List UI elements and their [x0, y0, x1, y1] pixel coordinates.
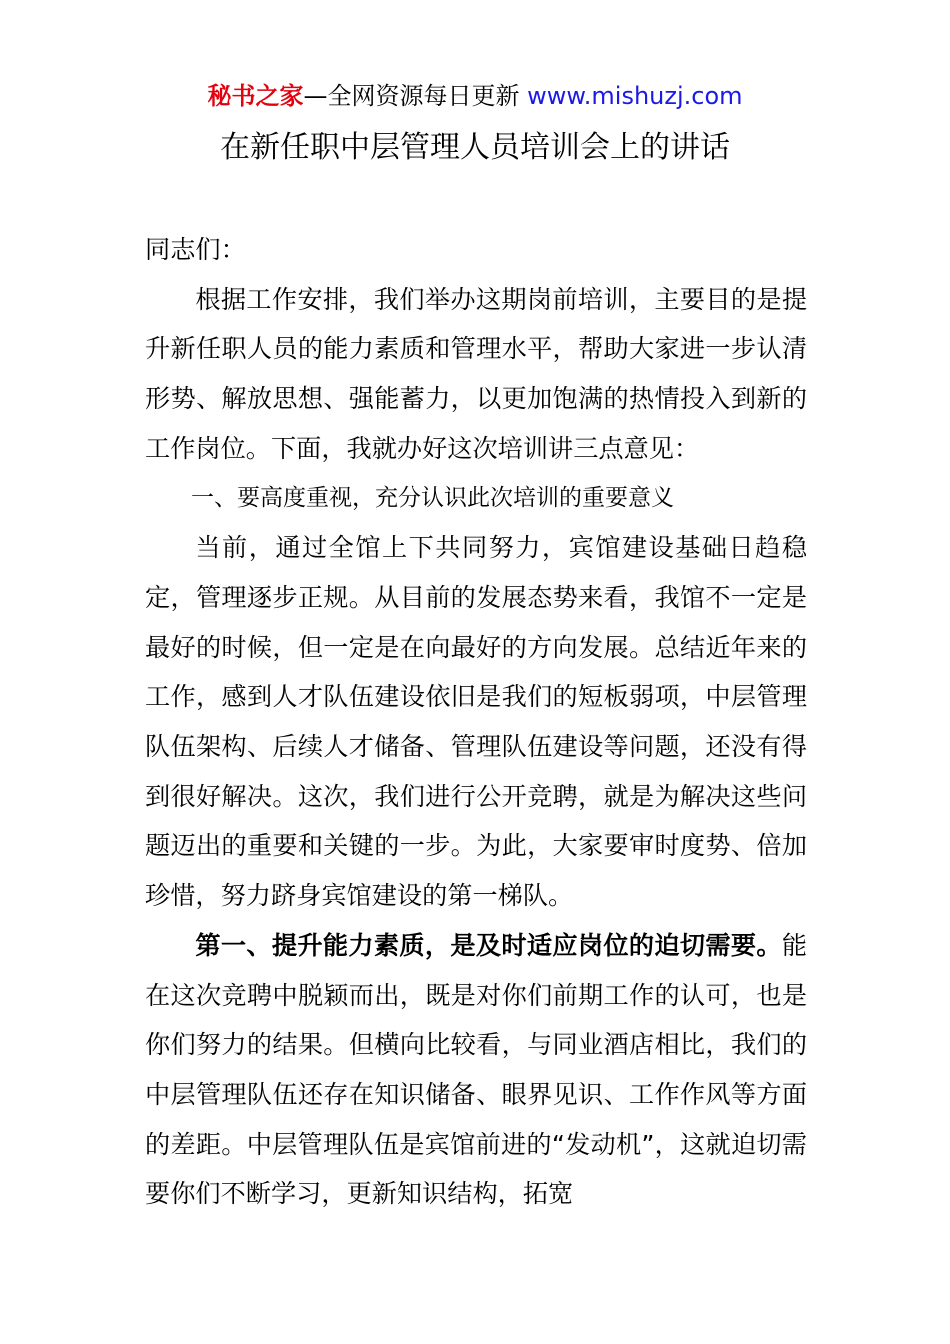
section-heading-1: 一、要高度重视，充分认识此次培训的重要意义 — [191, 484, 674, 511]
document-body — [145, 225, 807, 1219]
paragraph-intro: 根据工作安排，我们举办这期岗前培训，主要目的是提升新任职人员的能力素质和管理水平，帮助大家进一步认清形势、解放思想、强能蓄力，以更加饱满的热情投入到新的工作岗位。下面，我就办好这次培训讲三点意见： — [145, 284, 807, 463]
site-header — [0, 80, 950, 112]
site-brand: 秘书之家 — [207, 82, 304, 110]
document-title: 在新任职中层管理人员培训会上的讲话 — [220, 130, 730, 165]
paragraph-current-situation: 当前，通过全馆上下共同努力，宾馆建设基础日趋稳定，管理逐步正规。从目前的发展态势来看，我馆不一定是最好的时候，但一定是在向最好的方向发展。总结近年来的工作，感到人才队伍建设依旧是我们的短板弱项，中层管理队伍架构、后续人才储备、管理队伍建设等问题，还没有得到很好解决。这次，我们进行公开竞聘，就是为解决这些问题迈出的重要和关键的一步。为此，大家要审时度势、倍加珍惜，努力跻身宾馆建设的第一梯队。 — [145, 533, 807, 911]
paragraph-first-point — [145, 921, 807, 1219]
site-url-link[interactable]: www.mishuzj.com — [527, 82, 743, 110]
paragraph-first-point-body: 能在这次竞聘中脱颖而出，既是对你们前期工作的认可，也是你们努力的结果。但横向比较看，与同业酒店相比，我们的中层管理队伍还存在知识储备、眼界见识、工作作风等方面的差距。中层管理队伍是宾馆前进的“发动机”，这就迫切需要你们不断学习，更新知识结构，拓宽 — [145, 930, 807, 1209]
paragraph-first-point-lead: 第一、提升能力素质，是及时适应岗位的迫切需要。 — [195, 930, 782, 960]
site-tagline: —全网资源每日更新 — [303, 82, 528, 110]
salutation: 同志们： — [145, 235, 246, 264]
